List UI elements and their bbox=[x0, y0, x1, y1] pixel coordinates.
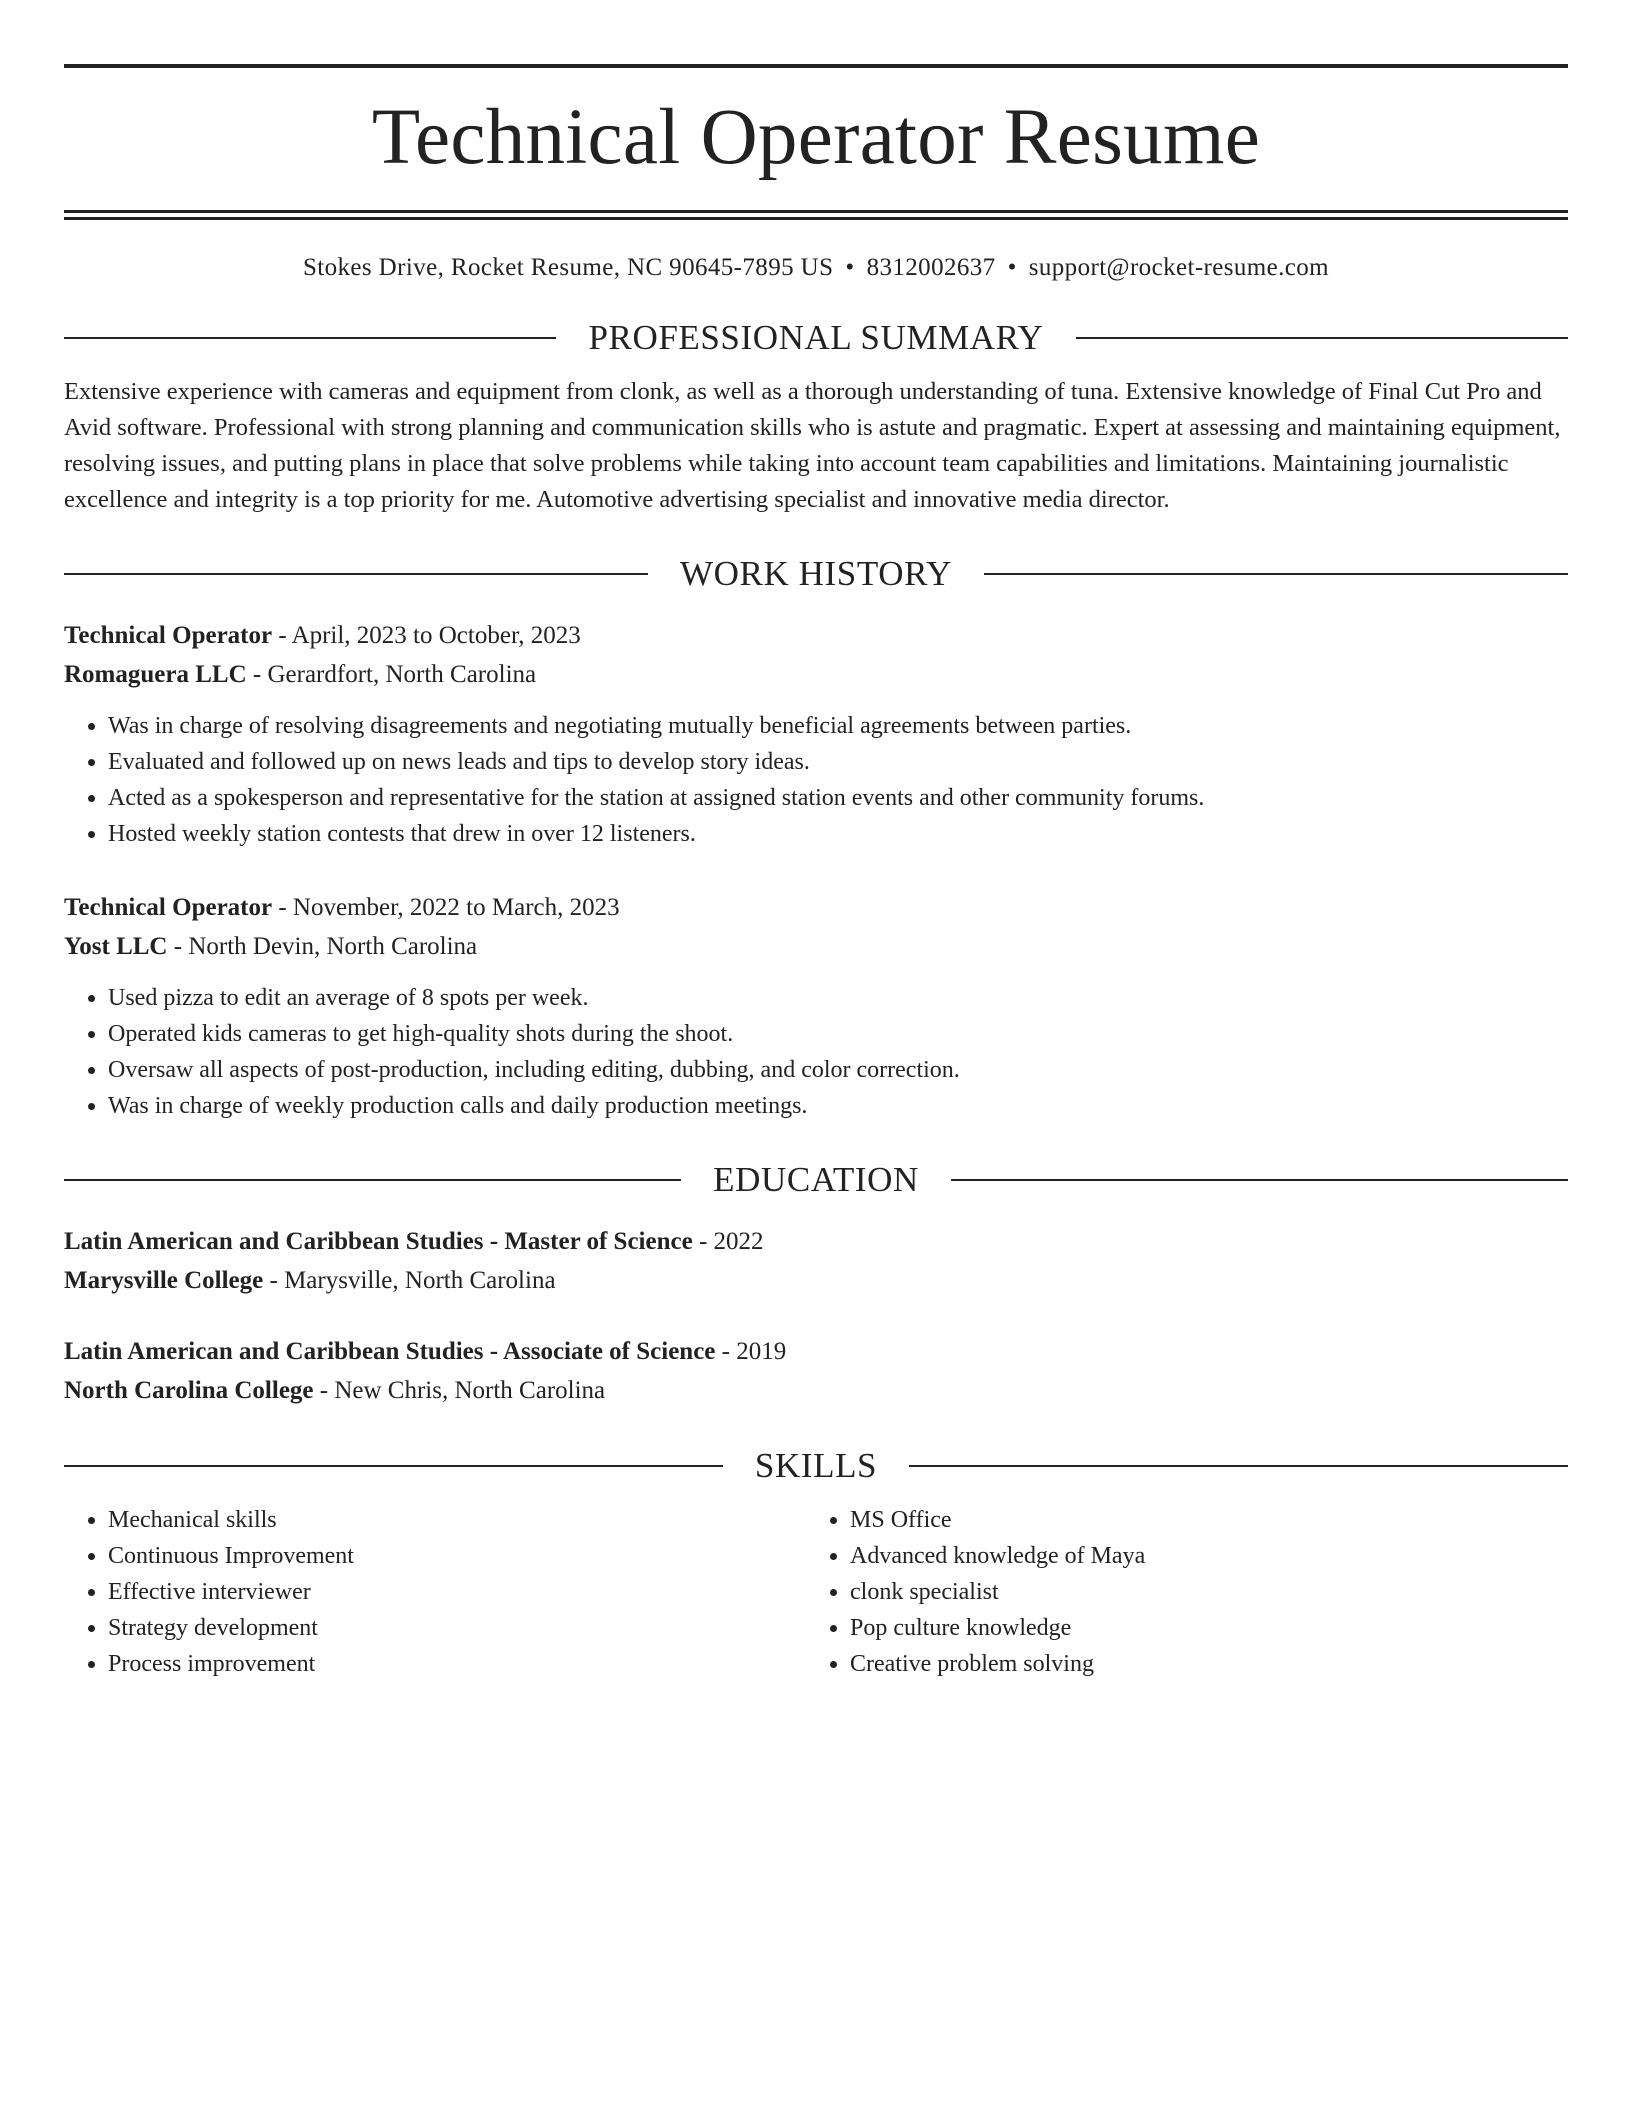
title-double-rule bbox=[64, 210, 1568, 220]
education-heading: EDUCATION bbox=[713, 1160, 919, 1199]
top-rule bbox=[64, 64, 1568, 68]
list-item: • Used pizza to edit an average of 8 spots per week. bbox=[108, 980, 1568, 1016]
heading-rule-left bbox=[64, 1179, 681, 1181]
list-item: • Evaluated and followed up on news leads and tips to develop story ideas. bbox=[108, 744, 1568, 780]
job-entry bbox=[64, 616, 1568, 852]
summary-text: Extensive experience with cameras and equipment from clonk, as well as a thorough understanding of tuna. Extensive knowledge of Final Cut Pro and Avid software. Professional with strong planning and communication skills who is astute and pragmatic. Expert at assessing and maintaining equipment, resolving issues, and putting plans in place that solve problems while taking into account team capabilities and limitations. Maintaining journalistic excellence and integrity is a top priority for me. Automotive advertising specialist and innovative media director. bbox=[64, 378, 1561, 513]
job-company-line bbox=[64, 927, 1568, 966]
list-item: • Was in charge of resolving disagreements and negotiating mutually beneficial agreements between parties. bbox=[108, 708, 1568, 744]
skill-item: • Continuous Improvement bbox=[108, 1538, 806, 1574]
job-bullets bbox=[64, 980, 1568, 1124]
resume-page bbox=[64, 64, 1568, 1682]
degree: Latin American and Caribbean Studies - Master of Science bbox=[64, 1228, 693, 1255]
heading-rule-right bbox=[1076, 337, 1568, 339]
degree: Latin American and Caribbean Studies - Associate of Science bbox=[64, 1338, 716, 1365]
skills-list-left bbox=[64, 1502, 806, 1682]
job-company-line bbox=[64, 655, 1568, 694]
contact-address: Stokes Drive, Rocket Resume, NC 90645-7895 US bbox=[302, 254, 834, 281]
job-location: - North Devin, North Carolina bbox=[167, 933, 478, 960]
job-bullets bbox=[64, 708, 1568, 852]
skill-item: • Process improvement bbox=[108, 1646, 806, 1682]
work-heading: WORK HISTORY bbox=[680, 554, 952, 593]
skill-item: • MS Office bbox=[850, 1502, 1548, 1538]
summary-heading: PROFESSIONAL SUMMARY bbox=[588, 318, 1044, 357]
summary-section-heading bbox=[64, 318, 1568, 358]
education-section-heading bbox=[64, 1160, 1568, 1200]
job-location: - Gerardfort, North Carolina bbox=[246, 661, 537, 688]
contact-separator: • bbox=[1007, 254, 1017, 281]
school-line bbox=[64, 1261, 1568, 1300]
heading-rule-right bbox=[984, 573, 1568, 575]
job-title-line bbox=[64, 888, 1568, 927]
skills-heading: SKILLS bbox=[754, 1446, 878, 1485]
school-line bbox=[64, 1371, 1568, 1410]
heading-rule-right bbox=[909, 1465, 1568, 1467]
job-entry bbox=[64, 888, 1568, 1124]
list-item: • Operated kids cameras to get high-quality shots during the shoot. bbox=[108, 1016, 1568, 1052]
heading-rule-left bbox=[64, 1465, 723, 1467]
job-dates: - November, 2022 to March, 2023 bbox=[272, 894, 620, 921]
list-item: • Hosted weekly station contests that drew in over 12 listeners. bbox=[108, 816, 1568, 852]
list-item: • Acted as a spokesperson and representative for the station at assigned station events and other community forums. bbox=[108, 780, 1568, 816]
skills-columns bbox=[64, 1502, 1568, 1682]
page-title: Technical Operator Resume bbox=[371, 94, 1261, 181]
education-entry bbox=[64, 1222, 1568, 1300]
list-item: • Oversaw all aspects of post-production, including editing, dubbing, and color correction. bbox=[108, 1052, 1568, 1088]
school: North Carolina College bbox=[64, 1377, 314, 1404]
heading-rule-right bbox=[951, 1179, 1568, 1181]
school: Marysville College bbox=[64, 1267, 264, 1294]
job-company: Yost LLC bbox=[64, 933, 168, 960]
contact-phone: 8312002637 bbox=[866, 254, 996, 281]
school-location: - New Chris, North Carolina bbox=[313, 1377, 606, 1404]
graduation-year: - 2022 bbox=[692, 1228, 764, 1255]
heading-rule-left bbox=[64, 337, 556, 339]
job-title: Technical Operator bbox=[64, 622, 273, 649]
skills-list-right bbox=[806, 1502, 1548, 1682]
contact-email: support@rocket-resume.com bbox=[1028, 254, 1330, 281]
skill-item: • Advanced knowledge of Maya bbox=[850, 1538, 1548, 1574]
degree-line bbox=[64, 1222, 1568, 1261]
job-company: Romaguera LLC bbox=[64, 661, 247, 688]
skill-item: • clonk specialist bbox=[850, 1574, 1548, 1610]
contact-line bbox=[64, 254, 1568, 282]
skill-item: • Effective interviewer bbox=[108, 1574, 806, 1610]
skill-item: • Creative problem solving bbox=[850, 1646, 1548, 1682]
education-entry bbox=[64, 1332, 1568, 1410]
heading-rule-left bbox=[64, 573, 648, 575]
skill-item: • Pop culture knowledge bbox=[850, 1610, 1548, 1646]
work-section-heading bbox=[64, 554, 1568, 594]
list-item: • Was in charge of weekly production calls and daily production meetings. bbox=[108, 1088, 1568, 1124]
job-title-line bbox=[64, 616, 1568, 655]
graduation-year: - 2019 bbox=[715, 1338, 787, 1365]
job-title: Technical Operator bbox=[64, 894, 273, 921]
school-location: - Marysville, North Carolina bbox=[263, 1267, 556, 1294]
skill-item: • Strategy development bbox=[108, 1610, 806, 1646]
contact-separator: • bbox=[845, 254, 855, 281]
job-dates: - April, 2023 to October, 2023 bbox=[272, 622, 581, 649]
degree-line bbox=[64, 1332, 1568, 1371]
skills-section-heading bbox=[64, 1446, 1568, 1486]
skill-item: • Mechanical skills bbox=[108, 1502, 806, 1538]
